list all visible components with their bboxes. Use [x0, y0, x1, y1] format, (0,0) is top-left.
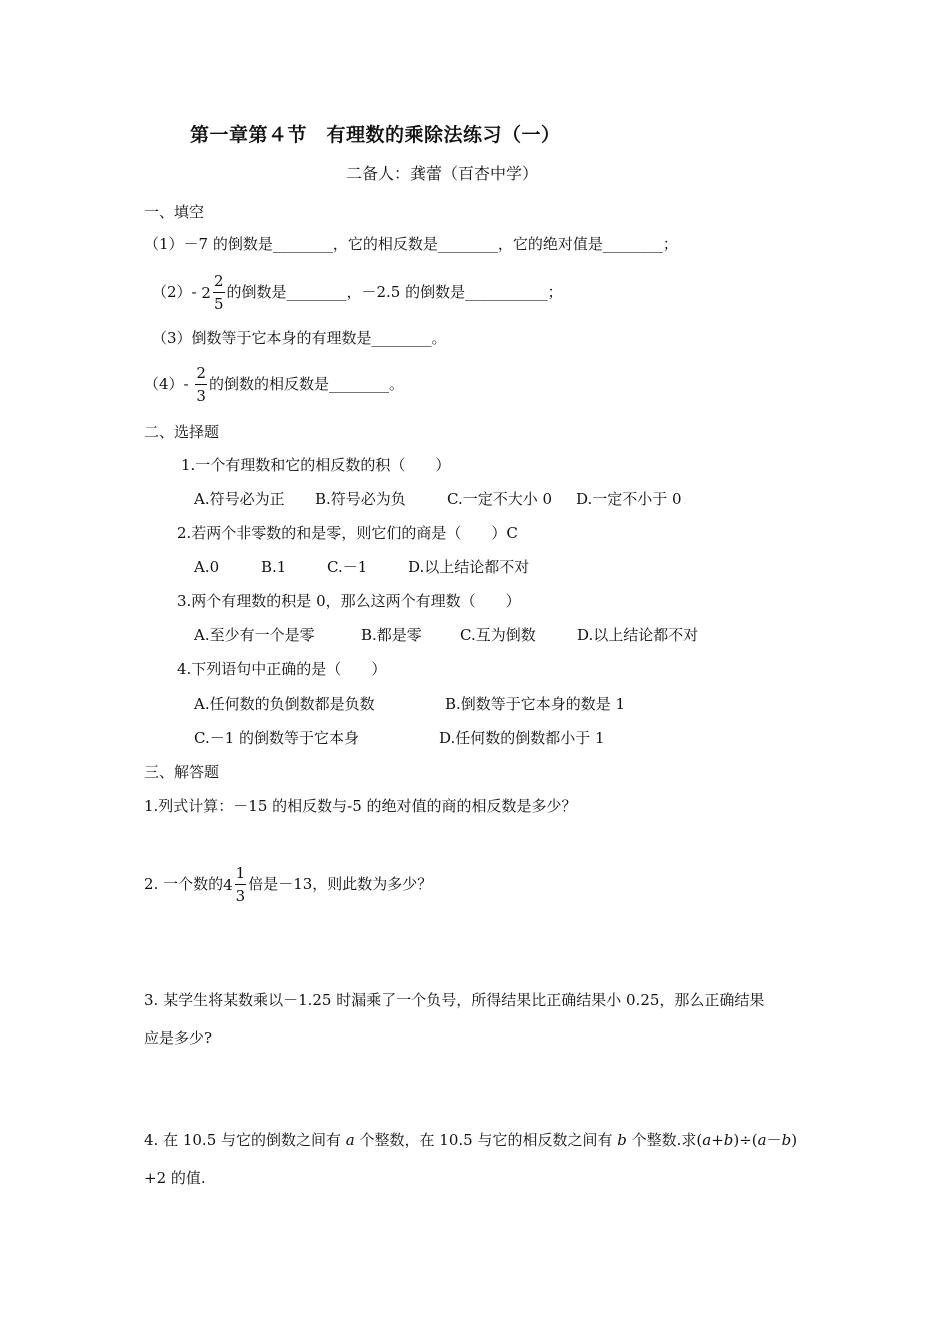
solve-q4-text-1: 4. 在 10.5 与它的倒数之间有: [144, 1131, 346, 1149]
fill-q4-prefix: （4）-: [144, 375, 189, 393]
solve-q4-text-3: 个整数.求(: [626, 1131, 703, 1149]
solve-q4-expr-a2: a: [757, 1131, 767, 1149]
solve-q2-fraction: [235, 865, 247, 905]
section-solve-heading: 三、解答题: [144, 763, 220, 781]
solve-question-4-line-1: [144, 1130, 797, 1150]
choice-question-4: 4.下列语句中正确的是（ ）: [177, 660, 387, 678]
choice-q3-option-b: B.都是零: [361, 626, 422, 644]
solve-q2-numerator: 1: [235, 865, 247, 885]
choice-q1-option-b: B.符号必为负: [315, 490, 406, 508]
choice-q1-option-d: D.一定不小于 0: [576, 490, 682, 508]
solve-q4-divide: )÷(: [733, 1131, 758, 1149]
fill-q2-suffix: 的倒数是________，－2.5 的倒数是___________；: [226, 283, 563, 301]
fill-q2-prefix: （2）-: [152, 283, 197, 301]
solve-question-4-line-2: +2 的值.: [144, 1169, 206, 1187]
solve-q4-plus: +: [711, 1131, 724, 1149]
fill-question-2: [152, 272, 563, 313]
fill-q4-suffix: 的倒数的相反数是________。: [208, 375, 404, 393]
choice-q3-option-a: A.至少有一个是零: [194, 626, 315, 644]
choice-question-3: 3.两个有理数的积是 0，那么这两个有理数（ ）: [177, 592, 521, 610]
fill-q4-denominator: 3: [196, 387, 206, 405]
page-title: 第一章第４节 有理数的乘除法练习（一）: [190, 124, 561, 146]
solve-question-3-line-1: 3. 某学生将某数乘以－1.25 时漏乘了一个负号，所得结果比正确结果小 0.25，那么正确结果: [144, 991, 765, 1009]
preparer-line: 二备人：龚蕾（百杏中学）: [346, 164, 539, 183]
choice-q2-option-d: D.以上结论都不对: [408, 558, 530, 576]
fill-question-3: （3）倒数等于它本身的有理数是________。: [152, 329, 447, 347]
section-fill-heading: 一、填空: [144, 203, 205, 221]
choice-question-2: 2.若两个非零数的和是零，则它们的商是（ ）C: [177, 524, 518, 542]
fill-question-4: [144, 364, 404, 405]
solve-q4-text-2: 个整数，在 10.5 与它的相反数之间有: [354, 1131, 618, 1149]
choice-q4-option-d: D.任何数的倒数都小于 1: [439, 729, 605, 747]
section-choice-heading: 二、选择题: [144, 423, 220, 441]
fill-q4-numerator: 2: [195, 365, 207, 385]
choice-q1-option-c: C.一定不大小 0: [447, 490, 553, 508]
choice-q1-option-a: A.符号必为正: [194, 490, 285, 508]
choice-q3-option-c: C.互为倒数: [460, 626, 536, 644]
solve-q4-expr-b2: b: [781, 1131, 792, 1149]
choice-question-1: 1.一个有理数和它的相反数的积（ ）: [181, 456, 451, 474]
solve-question-2: [144, 864, 432, 905]
choice-q2-option-a: A.0: [194, 558, 220, 576]
solve-q2-denominator: 3: [235, 887, 246, 905]
fill-q2-fraction: [213, 273, 225, 313]
fill-q4-fraction: [195, 365, 207, 405]
choice-q4-option-c: C.－1 的倒数等于它本身: [194, 729, 360, 747]
solve-q4-var-a: a: [345, 1131, 355, 1149]
fill-q2-numerator: 2: [213, 273, 225, 293]
solve-q4-expr-a1: a: [702, 1131, 712, 1149]
solve-q4-var-b: b: [617, 1131, 627, 1149]
solve-question-3-line-2: 应是多少?: [144, 1029, 213, 1047]
solve-q2-whole: 4: [223, 876, 233, 894]
choice-q4-option-a: A.任何数的负倒数都是负数: [194, 695, 375, 713]
choice-q3-option-d: D.以上结论都不对: [577, 626, 699, 644]
fill-question-1: （1）－7 的倒数是________，它的相反数是________，它的绝对值是________；: [144, 235, 678, 253]
fill-q2-whole: 2: [201, 284, 211, 302]
solve-q4-minus: －: [766, 1131, 782, 1149]
fill-q2-denominator: 5: [213, 295, 224, 313]
solve-q2-suffix: 倍是－13，则此数为多少？: [248, 875, 433, 893]
solve-q2-prefix: 2. 一个数的: [144, 875, 224, 893]
solve-q4-close: ): [791, 1131, 798, 1149]
solve-q4-expr-b1: b: [723, 1131, 734, 1149]
solve-question-1: 1.列式计算：－15 的相反数与-5 的绝对值的商的相反数是多少？: [144, 797, 577, 815]
choice-q4-option-b: B.倒数等于它本身的数是 1: [445, 695, 626, 713]
choice-q2-option-b: B.1: [261, 558, 287, 576]
choice-q2-option-c: C.－1: [327, 558, 368, 576]
